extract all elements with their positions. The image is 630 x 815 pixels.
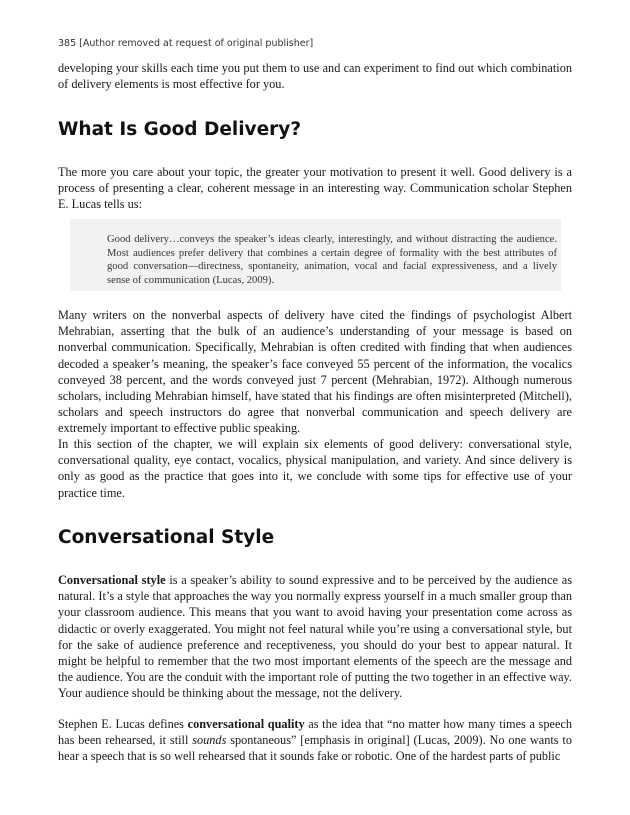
good-delivery-paragraph-2: Many writers on the nonverbal aspects of delivery have cited the findings of psychologist Albert Mehrabian, asserting that the bulk of an audience’s understanding of your message is based on nonverbal communication. Specifically, Mehrabian is often credited with finding that when audiences decoded a speaker’s meaning, the speaker’s face conveyed 55 percent of the information, the vocalics conveyed 38 percent, and the words conveyed just 7 percent (Mehrabian, 1972). Although numerous scholars, including Mehrabian himself, have stated that his findings are often misinterpreted (Mitchell), scholars and speech instructors do agree that nonverbal communication and speech delivery are extremely important to effective public speaking. xyxy=(58,308,572,436)
conversational-style-paragraph-1 xyxy=(58,572,572,702)
conversational-style-text: is a speaker’s ability to sound expressive and to be perceived by the audience as natural. It’s a style that approaches the way you normally express yourself in a much smaller group than your classroom audience. This means that you want to avoid having your presentation come across as didactic or overly exaggerated. You might not feel natural while you’re using a conversational style, but for the sake of audience preference and receptiveness, you should do your best to appear natural. It might be helpful to remember that the two most important elements of the speech are the message and the audience. You are the conduit with the important role of putting the two together in an effective way. Your audience should be thinking about the message, not the delivery. xyxy=(58,573,572,701)
intro-paragraph: developing your skills each time you put them to use and can experiment to find out which combination of delivery elements is most effective for you. xyxy=(58,61,572,92)
good-delivery-paragraph-1: The more you care about your topic, the greater your motivation to present it well. Good delivery is a process of presenting a clear, coherent message in an interesting way. Communication scholar Stephen E. Lucas tells us: xyxy=(58,165,572,212)
lucas-blockquote: Good delivery…conveys the speaker’s ideas clearly, interestingly, and without distracting the audience. Most audiences prefer delivery that combines a certain degree of formality with the best attributes of good conversation—directness, spontaneity, animation, vocal and facial expressiveness, and a lively sense of communication (Lucas, 2009). xyxy=(107,234,557,286)
term-conversational-style: Conversational style xyxy=(58,573,166,587)
running-header xyxy=(58,38,313,49)
page-number: 385 xyxy=(58,38,77,49)
heading-what-is-good-delivery: What Is Good Delivery? xyxy=(58,119,302,140)
cq-text-c: spontaneous” [emphasis in original] (Lucas, 2009). No one wants to hear a speech that is so well rehearsed that it sounds fake or robotic. One of the hardest parts of public xyxy=(58,733,572,764)
heading-conversational-style: Conversational Style xyxy=(58,527,275,548)
author-note: [Author removed at request of original publisher] xyxy=(79,38,314,49)
conversational-quality-paragraph xyxy=(58,716,572,765)
cq-text-b: as the idea that “no matter how many times a speech has been rehearsed, it still xyxy=(58,717,573,748)
cq-text-a: Stephen E. Lucas defines xyxy=(58,717,188,731)
term-conversational-quality: conversational quality xyxy=(187,717,305,731)
good-delivery-paragraph-3: In this section of the chapter, we will explain six elements of good delivery: conversational style, conversational quality, eye contact, vocalics, physical manipulation, and variety. And since delivery is only as good as the practice that goes into it, we conclude with some tips for effective use of your practice time. xyxy=(58,437,572,500)
emphasis-sounds: sounds xyxy=(192,733,227,748)
